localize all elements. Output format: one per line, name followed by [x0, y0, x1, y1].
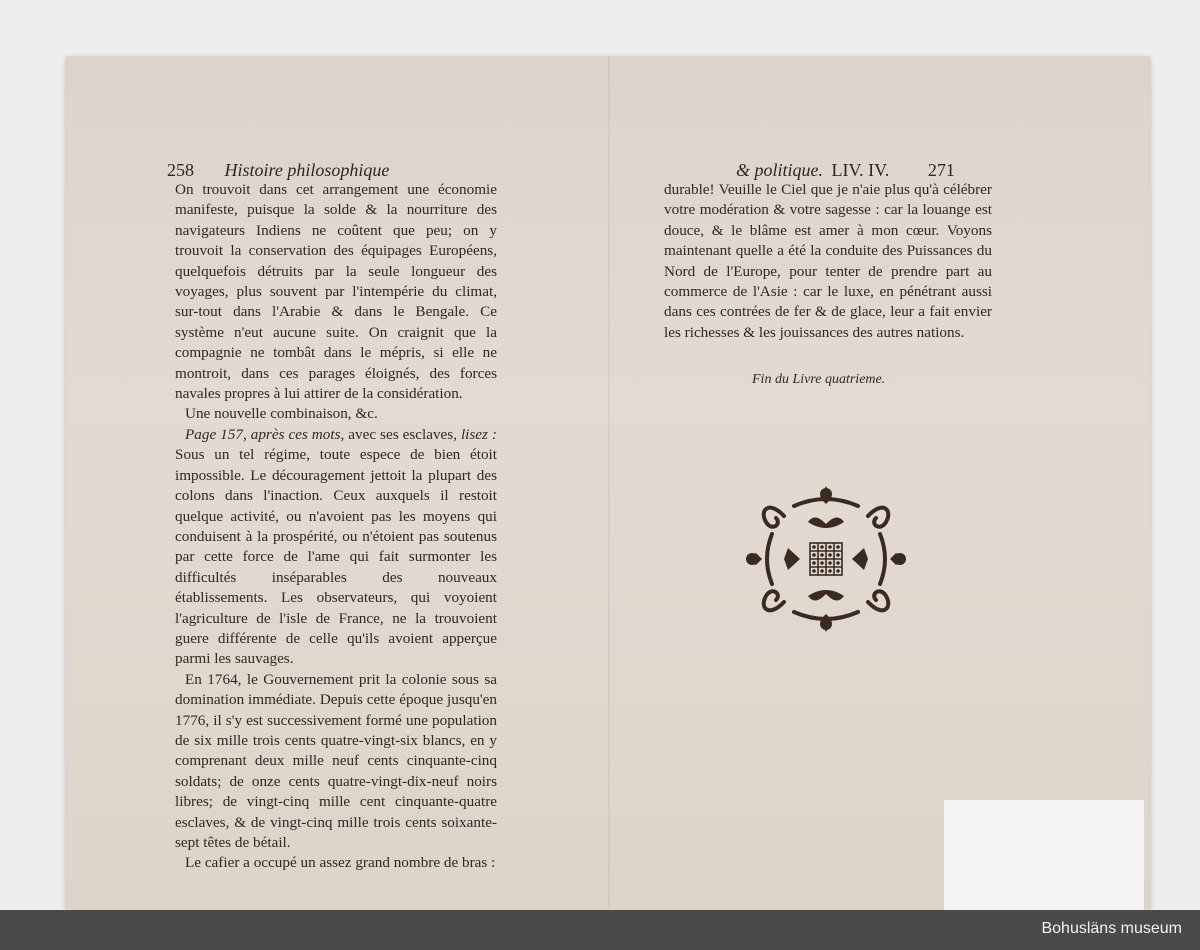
paragraph: On trouvoit dans cet arrangement une économie manifeste, puisque la solde & la nourriture des navigateurs Indiens ne coûtent que peu; on y trouvoit la conservation des équipages Européens, quelquefois détruits par la seule longueur des voyages, plus souvent par l'intempérie du climat, sur-tout dans l'Arabie & dans le Bengale. Ce système n'eut aucune suite. On craignit que la compagnie ne tombât dans le mépris, si elle ne montroit, dans ces parages éloignés, des forces navales propres à lui attirer de la considération. [175, 181, 497, 403]
left-page-text [175, 180, 497, 874]
paragraph: En 1764, le Gouvernement prit la colonie sous sa domination immédiate. Depuis cette époque jusqu'en 1776, il s'y est successivement formé une population de six mille trois cents quatre-vingt-six blancs, en y comprenant deux mille neuf cents cinquante-cinq soldats; de onze cents quatre-vingt-dix-neuf noirs libres; de vingt-cinq mille cent cinquante-quatre esclaves, & de vingt-cinq mille trois cents soixante-sept têtes de bétail. [175, 670, 497, 851]
end-of-book-note: Fin du Livre quatrieme. [752, 372, 886, 387]
museum-credit-bar [0, 910, 1200, 950]
page-ref-instruction: lisez : [460, 425, 497, 443]
paragraph: Le cafier a occupé un assez grand nombre de bras : [185, 854, 496, 872]
fleuron-ornament-icon [744, 484, 908, 634]
paragraph: Une nouvelle combinaison, &c. [185, 405, 378, 423]
museum-credit: Bohusläns museum [1041, 920, 1182, 937]
page-ref-lead: Page 157, après ces mots, [185, 425, 345, 443]
right-running-title: & politique. [736, 160, 823, 180]
right-page-text [664, 180, 992, 343]
page-ref-quote: avec ses esclaves, [344, 425, 461, 443]
paragraph: durable! Veuille le Ciel que je n'aie plus qu'à célébrer votre modération & votre sagesse : car la louange est douce, & le blâme est amer à mon cœur. Voyons maintenant quelle a été la conduite des Puissances du Nord de l'Europe, pour tenter de prendre part au commerce de l'Asie : car le luxe, en pénétrant aussi dans ces contrées de fer & de glace, leur a fait envier les richesses & les jouissances des autres nations. [664, 181, 992, 341]
paper-tab [944, 800, 1144, 910]
book-number: LIV. IV. [831, 160, 890, 180]
left-page-number: 258 [167, 160, 194, 180]
page-reference-paragraph [175, 425, 497, 670]
right-page-number: 271 [927, 160, 955, 180]
left-running-title: Histoire philosophique [224, 160, 390, 180]
page-ref-text: Sous un tel régime, toute espece de bien étoit impossible. Le découragement jettoit la plupart des colons dans l'inaction. Ceux auxquels il restoit quelque activité, ou n'avoient pas les moyens qui conduisent à la prospérité, ou n'étoient pas soutenus par cette force de l'ame qui fait surmonter les difficultés inséparables des nouveaux établissements. Les observateurs, qui voyoient l'agriculture de l'isle de France, ne la trouvoient guere différente de celle qu'ils avoient apperçue parmi les sauvages. [175, 446, 497, 668]
